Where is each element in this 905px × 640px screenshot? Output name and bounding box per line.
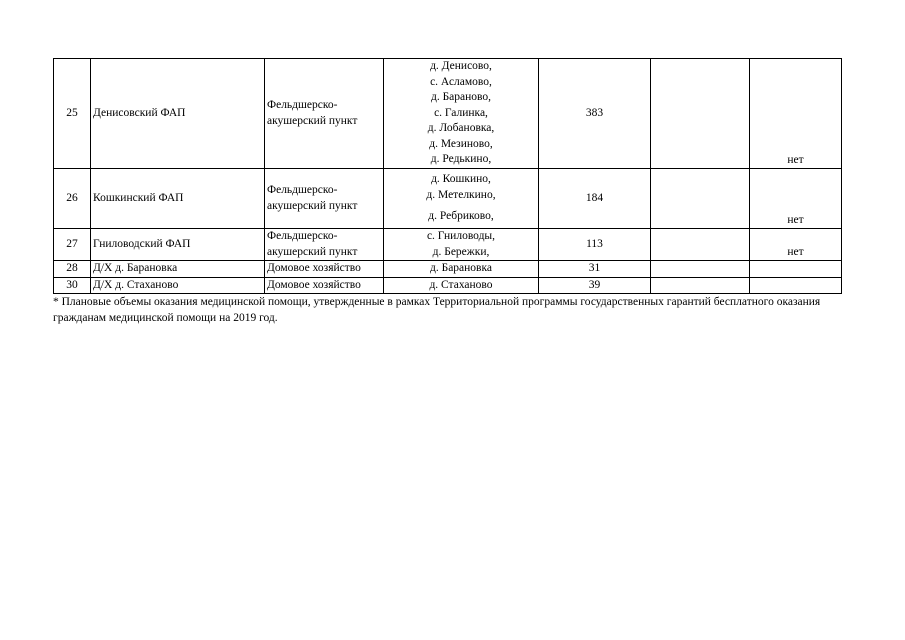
row-number: 30	[54, 277, 91, 294]
village-name: д. Бараново,	[430, 91, 492, 104]
facility-type-line: Фельдшерско-	[267, 184, 338, 196]
table-row	[54, 59, 842, 169]
empty-cell	[651, 261, 750, 278]
facility-type-line: акушерский пункт	[267, 199, 358, 212]
served-villages	[384, 229, 539, 261]
population-count: 184	[539, 169, 651, 229]
village-name: д. Метелкино,	[426, 188, 496, 201]
footnote	[53, 295, 853, 326]
row-number: 25	[54, 59, 91, 169]
village-name: с. Гниловоды,	[426, 230, 496, 242]
facility-type-line: Фельдшерско-	[267, 230, 338, 242]
facility-name: Денисовский ФАП	[91, 59, 265, 169]
served-villages	[384, 169, 539, 229]
table-row	[54, 169, 842, 229]
facility-name: Д/Х д. Стаханово	[91, 277, 265, 294]
availability-flag: нет	[750, 59, 842, 169]
village-name: д. Ребриково,	[428, 210, 494, 223]
empty-cell	[651, 59, 750, 169]
empty-cell	[651, 169, 750, 229]
empty-cell	[651, 277, 750, 294]
served-villages: д. Стаханово	[384, 277, 539, 294]
facility-name: Д/Х д. Барановка	[91, 261, 265, 278]
medical-facilities-table	[53, 58, 842, 294]
availability-flag: нет	[750, 169, 842, 229]
facility-type: Домовое хозяйство	[265, 277, 384, 294]
empty-cell	[651, 229, 750, 261]
population-count: 39	[539, 277, 651, 294]
facility-name: Кошкинский ФАП	[91, 169, 265, 229]
facility-type	[265, 169, 384, 229]
table-row	[54, 261, 842, 278]
table-row	[54, 229, 842, 261]
population-count: 113	[539, 229, 651, 261]
village-name: д. Кошкино,	[431, 173, 491, 186]
availability-flag	[750, 277, 842, 294]
population-count: 31	[539, 261, 651, 278]
facility-type	[265, 59, 384, 169]
village-name: д. Лобановка,	[427, 122, 495, 135]
footnote-line: * Плановые объемы оказания медицинской помощи, утвержденные в рамках Территориальной программы государственных гарантий бесплатного оказания	[53, 296, 821, 308]
facility-type-line: Фельдшерско-	[267, 99, 338, 111]
village-name: д. Редькино,	[430, 153, 492, 166]
facility-type	[265, 229, 384, 261]
row-number: 28	[54, 261, 91, 278]
availability-flag	[750, 261, 842, 278]
footnote-line: гражданам медицинской помощи на 2019 год.	[53, 311, 278, 324]
village-name: с. Галинка,	[434, 106, 488, 119]
facility-type-line: акушерский пункт	[267, 114, 358, 127]
village-name: с. Асламово,	[430, 75, 492, 88]
facility-name: Гниловодский ФАП	[91, 229, 265, 261]
village-name: д. Мезиново,	[429, 137, 493, 150]
table-row	[54, 277, 842, 294]
village-name: д. Денисово,	[430, 60, 492, 73]
served-villages: д. Барановка	[384, 261, 539, 278]
village-name: д. Бережки,	[432, 245, 490, 258]
row-number: 26	[54, 169, 91, 229]
availability-flag: нет	[750, 229, 842, 261]
facility-type: Домовое хозяйство	[265, 261, 384, 278]
row-number: 27	[54, 229, 91, 261]
facility-type-line: акушерский пункт	[267, 245, 358, 258]
population-count: 383	[539, 59, 651, 169]
served-villages	[384, 59, 539, 169]
